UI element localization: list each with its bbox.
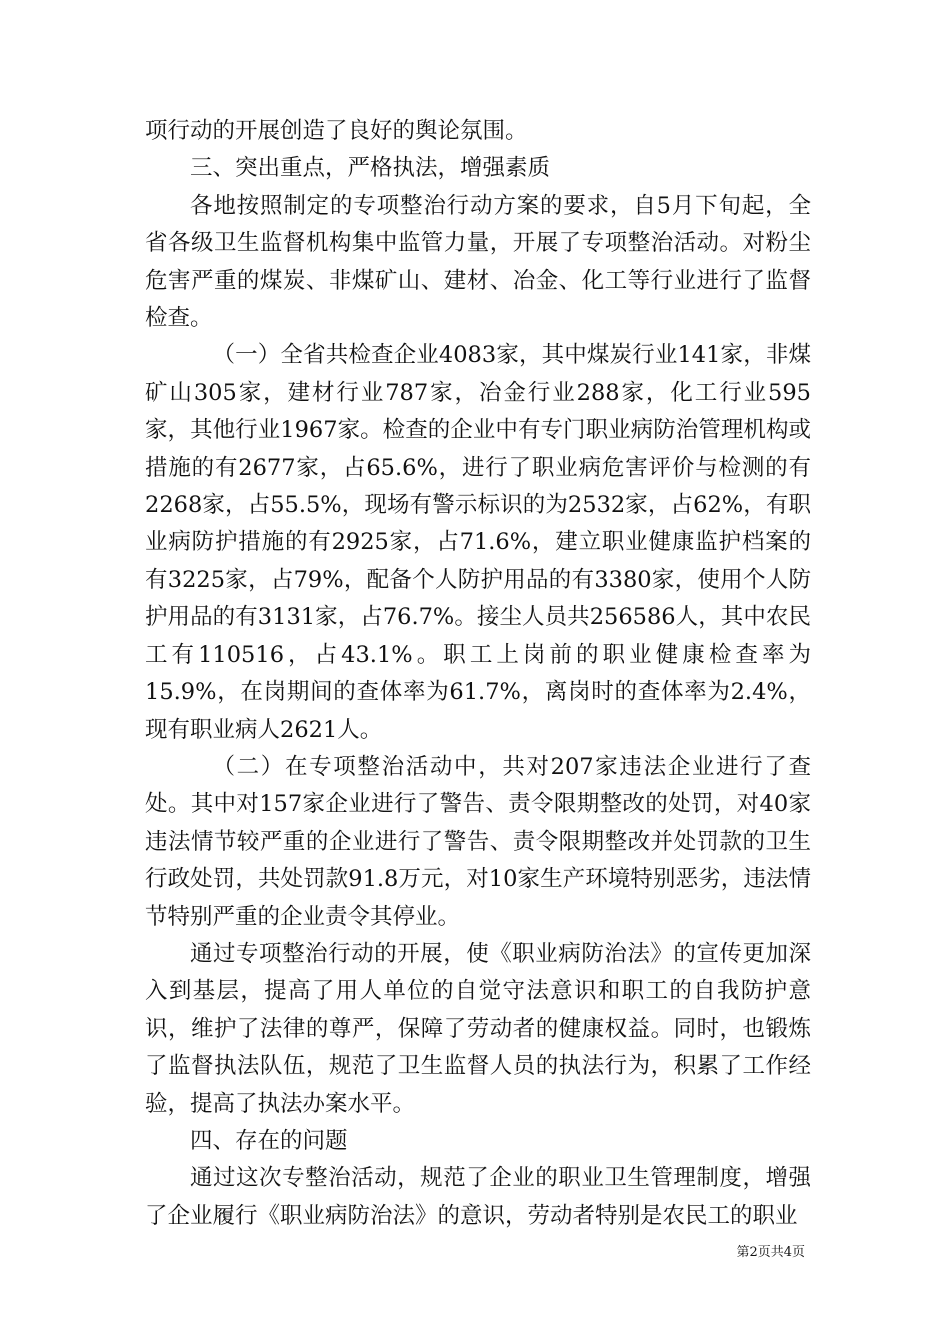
paragraph-overview: 各地按照制定的专项整治行动方案的要求，自5月下旬起，全省各级卫生监督机构集中监管力量，开展了专项整治活动。对粉尘危害严重的煤炭、非煤矿山、建材、冶金、化工等行业进行了监督检查。 (145, 192, 811, 332)
document-body (145, 113, 811, 1235)
paragraph-continuation: 项行动的开展创造了良好的舆论氛围。 (145, 118, 528, 144)
paragraph-outcome: 通过专项整治行动的开展，使《职业病防治法》的宣传更加深入到基层，提高了用人单位的自觉守法意识和职工的自我防护意识，维护了法律的尊严，保障了劳动者的健康权益。同时，也锻炼了监督执法队伍，规范了卫生监督人员的执法行为，积累了工作经验，提高了执法办案水平。 (145, 940, 811, 1117)
section-heading-4: 四、存在的问题 (190, 1127, 348, 1154)
paragraph-enforcement: （二）在专项整治活动中，共对207家违法企业进行了查处。其中对157家企业进行了警告、责令限期整改的处罚，对40家违法情节较严重的企业进行了警告、责令限期整改并处罚款的卫生行政处罚，共处罚款91.8万元，对10家生产环境特别恶劣，违法情节特别严重的企业责令其停业。 (145, 753, 811, 930)
paragraph-problems: 通过这次专整治活动，规范了企业的职业卫生管理制度，增强了企业履行《职业病防治法》的意识，劳动者特别是农民工的职业 (145, 1165, 811, 1229)
page-number: 第2页共4页 (736, 1245, 805, 1260)
paragraph-inspection-stats: （一）全省共检查企业4083家，其中煤炭行业141家，非煤矿山305家，建材行业787家，冶金行业288家，化工行业595家，其他行业1967家。检查的企业中有专门职业病防治管理机构或措施的有2677家，占65.6%，进行了职业病危害评价与检测的有2268家，占55.5%，现场有警示标识的为2532家，占62%，有职业病防护措施的有2925家，占71.6%，建立职业健康监护档案的有3225家，占79%，配备个人防护用品的有3380家，使用个人防护用品的有3131家，占76.7%。接尘人员共256586人，其中农民工有110516，占43.1%。职工上岗前的职业健康检查率为15.9%，在岗期间的查体率为61.7%，离岗时的查体率为2.4%，现有职业病人2621人。 (145, 342, 811, 743)
section-heading-3: 三、突出重点，严格执法，增强素质 (190, 155, 551, 182)
